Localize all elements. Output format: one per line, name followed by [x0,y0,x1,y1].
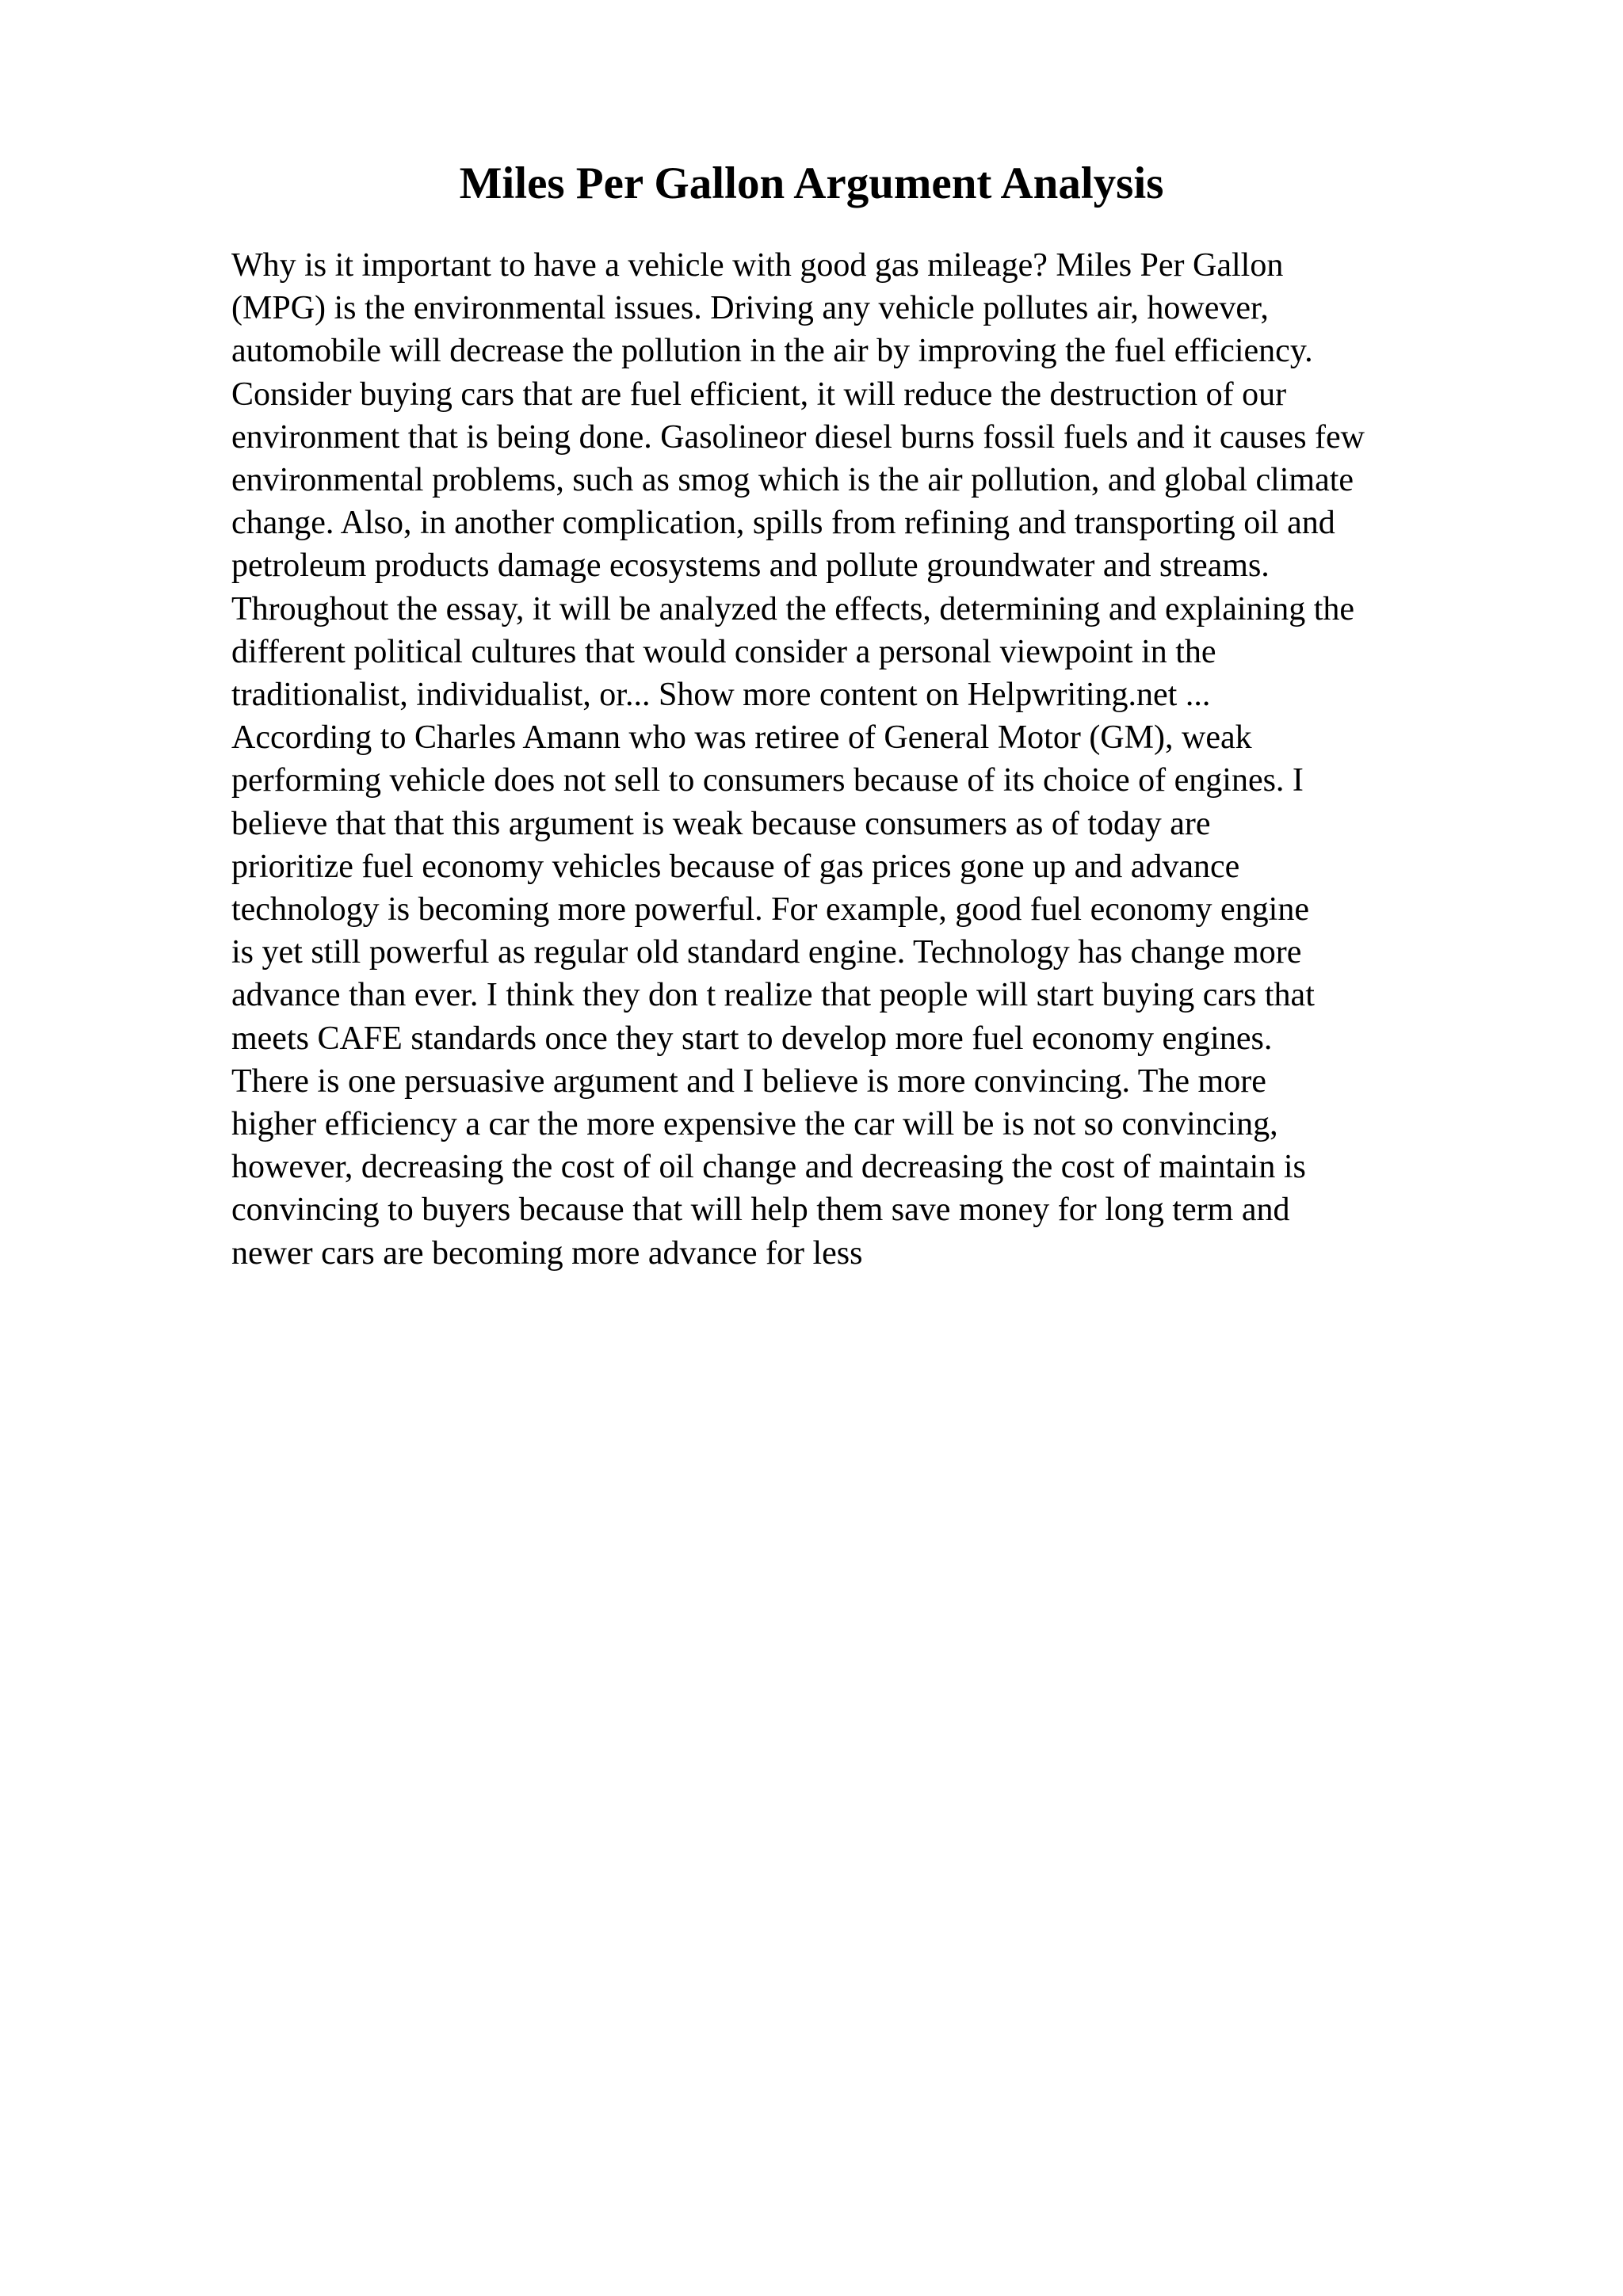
body-line: newer cars are becoming more advance for less [231,1234,863,1272]
body-line: Why is it important to have a vehicle with good gas mileage? Miles Per Gallon [231,247,1284,284]
body-line: According to Charles Amann who was retiree of General Motor (GM), weak [231,719,1252,757]
body-line: however, decreasing the cost of oil change and decreasing the cost of maintain is [231,1149,1306,1186]
body-line: environmental problems, such as smog which is the air pollution, and global climate [231,462,1354,499]
body-line: traditionalist, individualist, or... Show more content on Helpwriting.net ... [231,677,1211,714]
body-line: is yet still powerful as regular old standard engine. Technology has change more [231,934,1302,971]
body-line: environment that is being done. Gasolineor diesel burns fossil fuels and it causes few [231,418,1365,456]
body-line: different political cultures that would consider a personal viewpoint in the [231,633,1216,670]
body-line: change. Also, in another complication, spills from refining and transporting oil and [231,505,1335,542]
body-line: advance than ever. I think they don t realize that people will start buying cars that [231,977,1315,1014]
body-line: Consider buying cars that are fuel efficient, it will reduce the destruction of our [231,376,1287,413]
body-line: performing vehicle does not sell to consumers because of its choice of engines. I [231,762,1304,799]
body-line: higher efficiency a car the more expensive the car will be is not so convincing, [231,1106,1278,1143]
body-line: technology is becoming more powerful. For example, good fuel economy engine [231,891,1309,929]
body-line: believe that that this argument is weak because consumers as of today are [231,805,1211,842]
document-body [231,244,1594,1275]
body-line: There is one persuasive argument and I believe is more convincing. The more [231,1062,1266,1100]
body-line: meets CAFE standards once they start to develop more fuel economy engines. [231,1020,1273,1057]
body-line: convincing to buyers because that will help them save money for long term and [231,1192,1290,1229]
body-line: (MPG) is the environmental issues. Driving any vehicle pollutes air, however, [231,290,1269,327]
body-line: petroleum products damage ecosystems and pollute groundwater and streams. [231,547,1270,585]
document-title: Miles Per Gallon Argument Analysis [459,158,1164,208]
body-line: prioritize fuel economy vehicles because of gas prices gone up and advance [231,848,1240,885]
body-line: Throughout the essay, it will be analyzed the effects, determining and explaining the [231,590,1355,627]
body-line: automobile will decrease the pollution in the air by improving the fuel efficiency. [231,333,1313,370]
